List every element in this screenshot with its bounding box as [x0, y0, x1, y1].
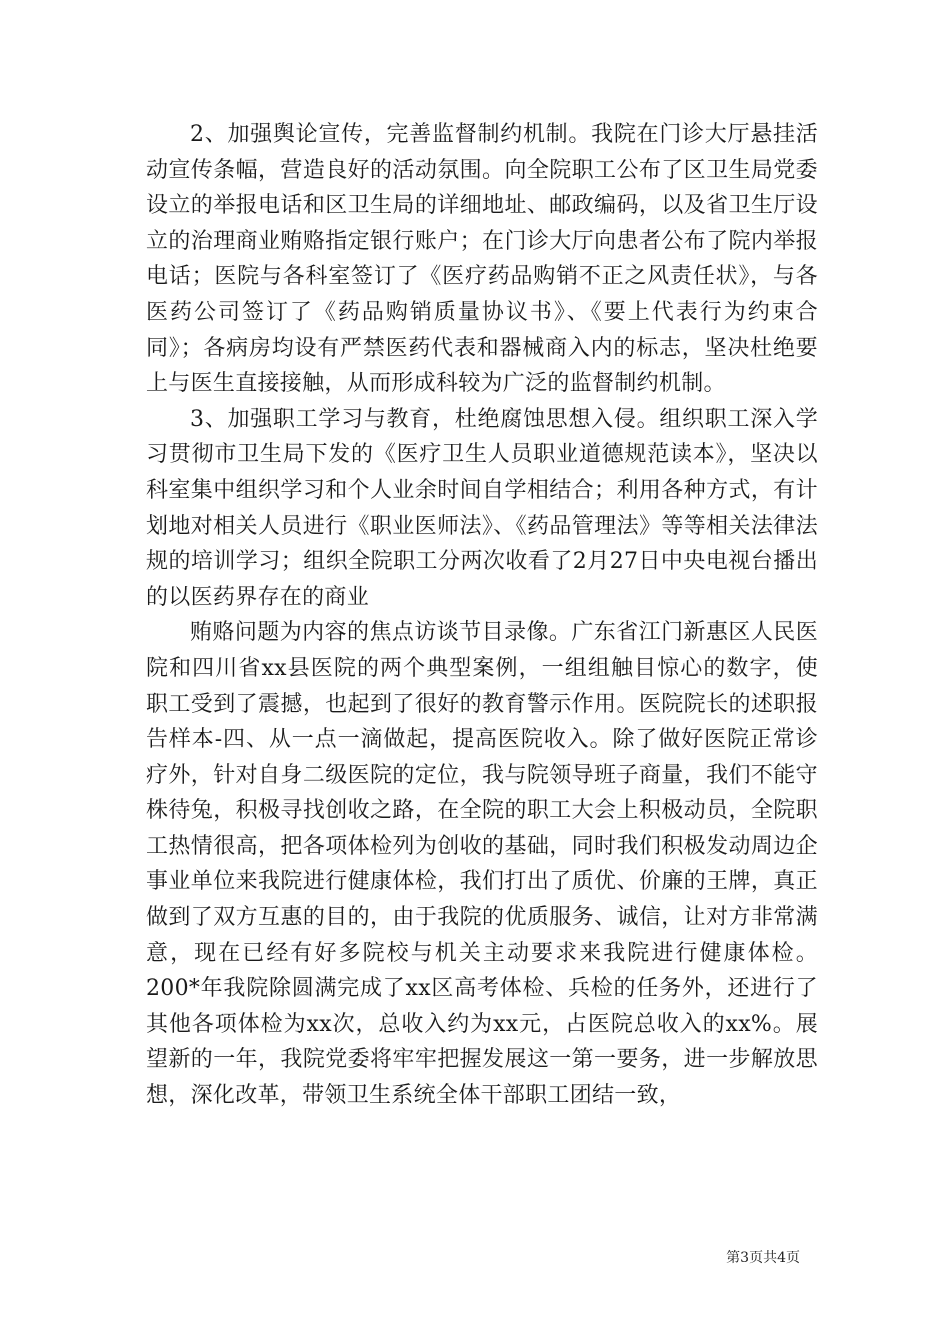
page-number: 第3页共4页: [726, 1250, 800, 1266]
paragraph-2: 3、加强职工学习与教育，杜绝腐蚀思想入侵。组织职工深入学习贯彻市卫生局下发的《医疗卫生人员职业道德规范读本》，坚决以科室集中组织学习和个人业余时间自学相结合；利用各种方式，有计划地对相关人员进行《职业医师法》、《药品管理法》等等相关法律法规的培训学习；组织全院职工分两次收看了2月27日中央电视台播出的以医药界存在的商业: [146, 406, 818, 610]
paragraph-1: 2、加强舆论宣传，完善监督制约机制。我院在门诊大厅悬挂活动宣传条幅，营造良好的活动氛围。向全院职工公布了区卫生局党委设立的举报电话和区卫生局的详细地址、邮政编码，以及省卫生厅设立的治理商业贿赂指定银行账户；在门诊大厅向患者公布了院内举报电话；医院与各科室签订了《医疗药品购销不正之风责任状》，与各医药公司签订了《药品购销质量协议书》、《要上代表行为约束合同》；各病房均设有严禁医药代表和器械商入内的标志，坚决杜绝要上与医生直接接触，从而形成科较为广泛的监督制约机制。: [146, 122, 818, 397]
paragraph-3: 贿赂问题为内容的焦点访谈节目录像。广东省江门新惠区人民医院和四川省xx县医院的两个典型案例，一组组触目惊心的数字，使职工受到了震撼，也起到了很好的教育警示作用。医院院长的述职报告样本-四、从一点一滴做起，提高医院收入。除了做好医院正常诊疗外，针对自身二级医院的定位，我与院领导班子商量，我们不能守株待兔，积极寻找创收之路，在全院的职工大会上积极动员，全院职工热情很高，把各项体检列为创收的基础，同时我们积极发动周边企事业单位来我院进行健康体检，我们打出了质优、价廉的王牌，真正做到了双方互惠的目的，由于我院的优质服务、诚信，让对方非常满意，现在已经有好多院校与机关主动要求来我院进行健康体检。200*年我院除圆满完成了xx区高考体检、兵检的任务外，还进行了其他各项体检为xx次，总收入约为xx元，占医院总收入的xx%。展望新的一年，我院党委将牢牢把握发展这一第一要务，进一步解放思想，深化改革，带领卫生系统全体干部职工团结一致，: [146, 620, 818, 1109]
document-body: [146, 117, 818, 1114]
